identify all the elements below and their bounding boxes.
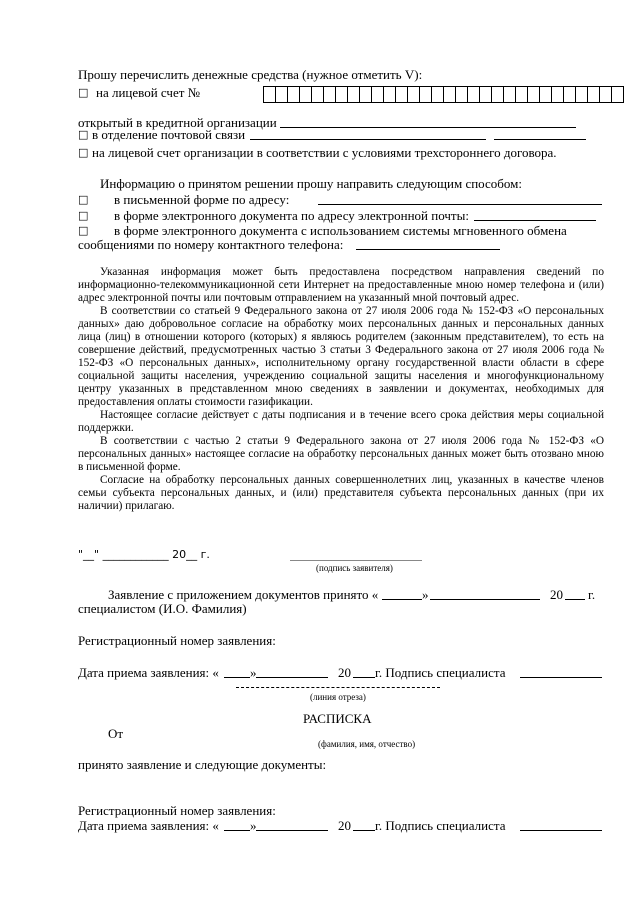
option-org-label: на лицевой счет организации в соответствии с условиями трехстороннего договора. bbox=[92, 145, 557, 160]
address-field[interactable] bbox=[318, 204, 602, 205]
phone-field[interactable] bbox=[356, 249, 500, 250]
date-month-field[interactable] bbox=[256, 677, 328, 678]
applicant-signature-line[interactable] bbox=[290, 560, 422, 561]
date-day-field[interactable] bbox=[224, 677, 250, 678]
consent-paragraph: Настоящее согласие действует с даты подписания и в течение всего срока действия меры социальной поддержки. bbox=[78, 409, 604, 434]
account-number-cells[interactable] bbox=[264, 86, 624, 103]
applicant-signature-caption: (подпись заявителя) bbox=[316, 563, 393, 573]
receipt-day-field[interactable] bbox=[224, 830, 250, 831]
checkbox-written[interactable]: □ bbox=[78, 193, 89, 206]
option-messenger-label: в форме электронного документа с использованием системы мгновенного обмена bbox=[114, 223, 567, 238]
receipt-date-label: Дата приема заявления: « bbox=[78, 818, 219, 833]
option-email-label: в форме электронного документа по адресу электронной почты: bbox=[114, 208, 469, 223]
receipt-title: РАСПИСКА bbox=[303, 711, 372, 726]
date-label: Дата приема заявления: « bbox=[78, 665, 219, 680]
date-year-prefix: 20 bbox=[338, 665, 351, 680]
receipt-month-field[interactable] bbox=[256, 830, 328, 831]
acceptance-day-field[interactable] bbox=[382, 599, 422, 600]
date-quote: » bbox=[250, 665, 257, 680]
consent-paragraph: В соответствии с частью 2 статьи 9 Федерального закона от 27 июля 2006 года № 152-ФЗ «О персональных данных» настоящее согласие на обработку персональных данных может быть отозвано мною в письменной форме. bbox=[78, 435, 604, 473]
receipt-signature-label: г. Подпись специалиста bbox=[375, 818, 506, 833]
checkbox-org[interactable]: □ bbox=[78, 146, 89, 159]
cut-line-caption: (линия отреза) bbox=[310, 692, 366, 702]
date-year-field[interactable] bbox=[353, 677, 375, 678]
acceptance-year-prefix: 20 bbox=[550, 587, 563, 602]
post-office-field[interactable] bbox=[250, 139, 486, 140]
date-signature-label: г. Подпись специалиста bbox=[375, 665, 506, 680]
receipt-from-label: От bbox=[108, 726, 124, 741]
receipt-date-quote: » bbox=[250, 818, 257, 833]
receipt-reg-number: Регистрационный номер заявления: bbox=[78, 803, 276, 818]
receipt-year-field[interactable] bbox=[353, 830, 375, 831]
checkbox-messenger[interactable]: □ bbox=[78, 224, 89, 237]
option-post-label: в отделение почтовой связи bbox=[92, 127, 246, 142]
applicant-date[interactable]: "__" ____________ 20__ г. bbox=[78, 548, 210, 561]
reg-number-label: Регистрационный номер заявления: bbox=[78, 633, 276, 648]
option-account-label: на лицевой счет № bbox=[96, 85, 201, 100]
consent-paragraph: Указанная информация может быть предоставлена посредством направления сведений по информационно-телекоммуникационной сети Интернет на предоставленные мною номер телефона и (или) адрес электронной почты или почтовым отправлением на указанный мной почтовый адрес. bbox=[78, 266, 604, 304]
checkbox-post[interactable]: □ bbox=[78, 128, 89, 141]
receipt-year-prefix: 20 bbox=[338, 818, 351, 833]
payment-heading: Прошу перечислить денежные средства (нужное отметить V): bbox=[78, 67, 423, 82]
option-written-label: в письменной форме по адресу: bbox=[114, 192, 290, 207]
bank-field[interactable] bbox=[280, 127, 576, 128]
consent-paragraph: Согласие на обработку персональных данных совершеннолетних лиц, указанных в качестве членов семьи субъекта персональных данных, и (или) представителя субъекта персональных данных (при их наличии) прилагаю. bbox=[78, 474, 604, 512]
acceptance-month-field[interactable] bbox=[430, 599, 540, 600]
acceptance-line: Заявление с приложением документов принято « bbox=[108, 587, 379, 602]
acceptance-quote: » bbox=[422, 587, 429, 602]
specialist-signature-field[interactable] bbox=[520, 677, 602, 678]
receipt-signature-field[interactable] bbox=[520, 830, 602, 831]
cut-line bbox=[236, 687, 440, 688]
specialist-label: специалистом (И.О. Фамилия) bbox=[78, 601, 247, 616]
consent-text bbox=[78, 266, 604, 513]
checkbox-email[interactable]: □ bbox=[78, 209, 89, 222]
opened-in-label: открытый в кредитной организации bbox=[78, 115, 277, 130]
receipt-documents-label: принято заявление и следующие документы: bbox=[78, 757, 327, 772]
acceptance-year-suffix: г. bbox=[588, 587, 596, 602]
consent-paragraph: В соответствии со статьей 9 Федерального закона от 27 июля 2006 года № 152-ФЗ «О персональных данных» даю добровольное согласие на обработку моих персональных данных и персональных данных лица (лиц) в отношении которого (которых) я являюсь родителем (законным представителем), то есть на совершение действий, предусмотренных частью 3 статьи 3 Федерального закона от 27 июля 2006 года № 152-ФЗ «О персональных данных», исполнительному органу государственной власти области в сфере социальной защиты населения, учреждению социальной защиты населения и многофункциональному центру указанных в представленном мною сведениях в заявлении и документах, необходимых для предоставления оплаты стоимости газификации. bbox=[78, 305, 604, 408]
notice-heading: Информацию о принятом решении прошу направить следующим способом: bbox=[100, 176, 522, 191]
acceptance-year-field[interactable] bbox=[565, 599, 585, 600]
post-office-field-2[interactable] bbox=[494, 139, 586, 140]
email-field[interactable] bbox=[474, 220, 596, 221]
checkbox-account[interactable]: □ bbox=[78, 86, 89, 99]
option-messenger-label-2: сообщениями по номеру контактного телефона: bbox=[78, 237, 344, 252]
receipt-from-caption: (фамилия, имя, отчество) bbox=[318, 739, 416, 749]
